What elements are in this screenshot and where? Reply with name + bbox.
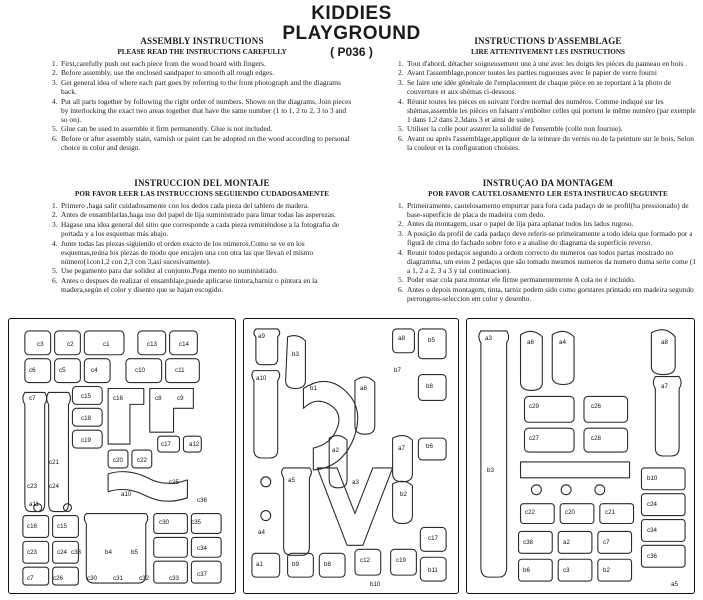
list-item: Avant l'assemblage,poncer toutes les parties rugueuses avec le papier de verre fourni (407, 68, 657, 78)
part-label: a10 (121, 491, 132, 498)
part-label: c33 (169, 575, 179, 582)
part-label: c36 (197, 497, 207, 504)
part-label: c37 (197, 571, 207, 578)
french-steps (398, 59, 698, 152)
list-item: Antes o despues de realizar el ensamblaje,puede aplicarse tintura,barniz o pintura en la madera,según el color y disento que se hajan escogido. (61, 275, 318, 294)
diagram-panels (8, 318, 695, 594)
part-label: c16 (27, 523, 37, 530)
part-label: c25 (169, 479, 179, 486)
list-item: Antes de ensamblarlas,haga uso del papel de lija suministrado para limar todas las asperezas. (61, 210, 336, 220)
part-label: a6 (527, 339, 534, 346)
list-item: Primero ,haga salir cuidadosamente con los dedos cada pieza del tablero de madera. (61, 200, 309, 210)
part-label: c17 (428, 535, 438, 542)
part-label: c24 (647, 501, 657, 508)
list-item: Before or after assembly stain, varnish or paint can be adopted on the wood according to personal choice in color and design. (61, 133, 350, 152)
list-item: Primeiramente, cautelosamento empurrar para fora cada padaço de se profil(ha pressionado) de base-superficie de placa de madeira com dedo. (407, 200, 689, 219)
part-label: c27 (529, 435, 539, 442)
list-item: Avant ou après l'assemblage,appliquer de la teinture du vernis ou de la peinture sur le bois, Selon la couleur et la configuration choisies. (407, 133, 694, 152)
part-label: c31 (113, 575, 123, 582)
diagram-panel-c (466, 318, 695, 594)
section-spanish (52, 178, 352, 295)
part-label: b10 (647, 475, 658, 482)
part-label: b2 (400, 491, 407, 498)
section-french (398, 36, 698, 153)
part-label: a11 (29, 501, 39, 508)
part-label: b6 (426, 443, 433, 450)
part-label: c18 (81, 415, 91, 422)
part-label: b9 (292, 561, 299, 568)
part-label: a4 (559, 339, 566, 346)
part-label: a8 (661, 339, 668, 346)
product-code: ( P036 ) (330, 44, 373, 59)
part-label: c5 (59, 367, 66, 374)
part-label: c20 (565, 509, 575, 516)
part-label: c13 (147, 341, 157, 348)
part-label: c24 (49, 483, 59, 490)
part-label: b8 (426, 383, 433, 390)
part-label: c35 (191, 519, 201, 526)
part-label: c36 (647, 553, 657, 560)
title-line-1: KIDDIES (311, 3, 392, 24)
part-label: a4 (258, 529, 265, 536)
spanish-subheading: POR FAVOR LEER LAS INSTRUCCIONS SEGUIENDO CUDADOSAMENTE (74, 189, 330, 198)
part-label: c26 (591, 403, 601, 410)
list-item: Before assembly, use the enclosed sandpaper to smooth all rough edges. (61, 68, 274, 78)
list-item: Réunir toutes les pièces en suivant l'ordre normal des numéros. Comme indiqué sur les shémas,assemble les pièces en faisant s'emboîter celles qui portent le même numéro (par exemple 1 dans 1,2 dans 2,3dans 3 et ainsi de suite). (407, 96, 696, 124)
part-label: c19 (396, 557, 406, 564)
french-heading: INSTRUCTIONS D'ASSEMBLAGE (474, 36, 622, 46)
part-label: a1 (256, 561, 263, 568)
portuguese-subheading: POR FAVOR CAUTELOSAMENTO LER ESTA INSTRUCAO SEGUINTE (428, 189, 668, 198)
portuguese-heading: INSTRUÇAO DA MONTAGEM (482, 178, 614, 188)
part-label: c7 (27, 575, 34, 582)
part-label: b1 (310, 385, 317, 392)
list-item: Junte todas las piezas siguiendo el orden exacto de los números.Como se ve en los esquemas,reúna los piezas de modo que encajen una con otra las que llevan el mismo número(1con1,2 con 2,3 con 3,así sucesivamente). (61, 238, 314, 266)
list-item: Poder usar cola para montar ele firme permanentemente A cola no é incluido. (407, 275, 636, 285)
part-label: c3 (37, 341, 44, 348)
part-label: a3 (485, 335, 492, 342)
part-label: c24 (57, 549, 67, 556)
part-label: c9 (177, 395, 184, 402)
list-item: Use pegamento para dar solidez al conjunto.Pega mento no suministrado. (61, 266, 278, 276)
part-label: b8 (324, 561, 331, 568)
english-steps (52, 59, 352, 152)
part-label: b6 (523, 567, 530, 574)
part-label: c7 (29, 395, 36, 402)
spanish-steps (52, 201, 352, 294)
part-label: c4 (91, 367, 98, 374)
part-label: c28 (591, 435, 601, 442)
list-item: Put all parts together by following the right order of numbers. Shown on the diagrams, Join pieces by interlocking the exact two areas together that have the same number (1 to 1, 2 to 2, 3 to 3 and so on). (61, 96, 352, 124)
part-label: b4 (105, 549, 112, 556)
part-label: a5 (671, 581, 678, 588)
french-subheading: LIRE ATTENTIVEMENT LES INSTRUCTIONS (470, 47, 626, 56)
part-label: a2 (332, 447, 339, 454)
part-label: c26 (53, 575, 63, 582)
part-label: c32 (139, 575, 149, 582)
part-label: c38 (523, 539, 533, 546)
part-label: c8 (155, 395, 162, 402)
part-label: c3 (563, 567, 570, 574)
part-label: c22 (525, 509, 535, 516)
list-item: Reunir todos pedaços segundo a ordem correcto do numeros oas todos partas mostrado no diagramma, um estos 2 pedaços que são tomado mesmos numeros da numero duma serie come (1 a 1, 2 a 2, 3 a 3 y tal continuacion). (407, 247, 696, 275)
list-item: Utiliser la colle pour assurer la solidité de l'ensemble (colle non fournie). (407, 124, 623, 134)
list-item: Tout d'abord, détacher soigneusement une à une avec les doigts les pièces du panneau en bois . (407, 58, 687, 68)
list-item: First,carefully push out each piece from the wood board with fingers. (61, 58, 266, 68)
part-label: b7 (394, 367, 401, 374)
part-label: c23 (27, 483, 37, 490)
part-label: c30 (87, 575, 97, 582)
part-label: c12 (360, 557, 370, 564)
part-label: a2 (563, 539, 570, 546)
part-label: c19 (81, 437, 91, 444)
section-english (52, 36, 352, 153)
part-label: a6 (360, 385, 367, 392)
part-label: b3 (292, 351, 299, 358)
part-label: c17 (161, 441, 171, 448)
part-label: c16 (113, 395, 123, 402)
part-label: c2 (67, 341, 74, 348)
part-label: b5 (428, 337, 435, 344)
part-label: c21 (49, 459, 59, 466)
list-item: Get general idea of where each part goes by referring to the front photograph and the diagrams back. (61, 78, 341, 97)
part-label: c29 (529, 403, 539, 410)
part-label: c6 (29, 367, 36, 374)
part-label: b3 (487, 467, 494, 474)
part-label: a8 (398, 335, 405, 342)
part-label: c15 (81, 393, 91, 400)
part-label: c38 (71, 549, 81, 556)
list-item: Hagase una idea general del sitio que corresponde a cada pieza remitiéndose a la fotografia de portada y a los esquemas más abajo. (61, 220, 340, 239)
section-portuguese (398, 178, 698, 304)
part-label: b10 (370, 581, 381, 588)
panel-c-shapes (467, 319, 694, 593)
part-label: b2 (603, 567, 610, 574)
list-item: Antes da montagem, usar o papel de lija para aplanar todos lus lados rugoso. (407, 219, 634, 229)
list-item: A posição da profil de cada padaço deve referir-se primeiramente a todo ideia que formado por a figurã de cima do fachado sobre foto e a analise do diagrama da superficie reverso. (407, 229, 693, 248)
part-label: c14 (179, 341, 189, 348)
part-label: c30 (159, 519, 169, 526)
portuguese-steps (398, 201, 698, 303)
diagram-panel-a (8, 318, 236, 594)
part-label: c22 (137, 457, 147, 464)
part-label: c34 (197, 545, 207, 552)
part-label: c34 (647, 527, 657, 534)
part-label: c21 (605, 509, 615, 516)
part-label: a9 (258, 333, 265, 340)
part-label: c7 (603, 539, 610, 546)
diagram-panel-b (243, 318, 459, 594)
part-label: b11 (428, 567, 438, 574)
part-label: a3 (352, 479, 359, 486)
part-label: b5 (131, 549, 138, 556)
panel-b-shapes (244, 319, 458, 593)
part-label: a7 (661, 383, 668, 390)
spanish-heading: INSTRUCCION DEL MONTAJE (134, 178, 270, 188)
part-label: c1 (103, 341, 110, 348)
list-item: Glue can be used to assemble it firm permanently. Glue is not included. (61, 124, 273, 134)
part-label: a12 (189, 441, 200, 448)
part-label: a10 (256, 375, 267, 382)
title-line-2: PLAYGROUND (282, 22, 421, 44)
part-label: c20 (113, 457, 123, 464)
list-item: Antes o depois montagem, tinta, tarniz podem sido como gorstares printado em madeira segundo perrongens-seleccion em color y desenho. (407, 285, 694, 304)
english-heading: ASSEMBLY INSTRUCTIONS (140, 36, 264, 46)
part-label: a5 (288, 477, 295, 484)
part-label: a7 (398, 445, 405, 452)
part-label: c23 (27, 549, 37, 556)
part-label: c11 (175, 367, 185, 374)
part-label: c10 (135, 367, 145, 374)
list-item: Se faire une idée générale de l'emplacement de chaque pièce en se reportant à la photo de couverture et aux shémas ci-dessous. (407, 78, 671, 97)
part-label: c15 (57, 523, 67, 530)
english-subheading: PLEASE READ THE INSTRUCTIONS CAREFULLY (117, 47, 287, 56)
